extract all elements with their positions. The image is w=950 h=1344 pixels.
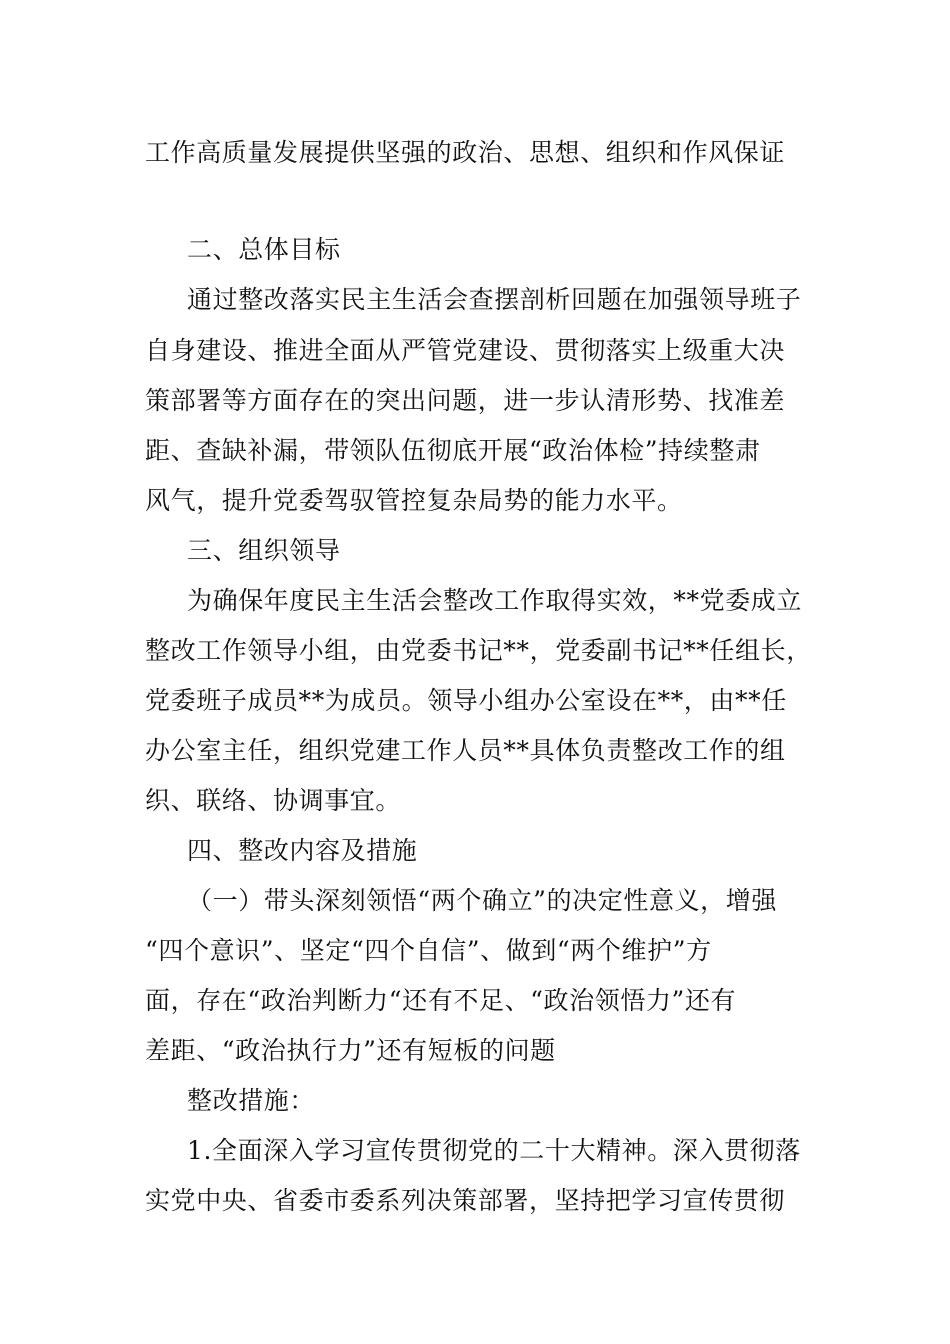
subsection-heading-line: （一）带头深刻领悟“两个确立”的决定性意义，增强 (187, 886, 777, 915)
paragraph-line: 整改工作领导小组，由党委书记**，党委副书记**任组长， (145, 636, 812, 665)
paragraph-line: 1.全面深入学习宣传贯彻党的二十大精神。深入贯彻落 (187, 1136, 801, 1165)
paragraph-line: 党委班子成员**为成员。领导小组办公室设在**，由**任 (145, 686, 787, 715)
subsection-heading-line: 面，存在“政治判断力“还有不足、“政治领悟力”还有 (145, 986, 737, 1015)
paragraph-line: 织、联络、协调事宜。 (145, 786, 402, 815)
paragraph-line: 距、查缺补漏，带领队伍彻底开展“政治体检”持续整肃 (145, 436, 761, 465)
subsection-heading-line: 差距、“政治执行力”还有短板的问题 (145, 1036, 556, 1065)
measures-label: 整改措施： (187, 1086, 316, 1115)
paragraph-line: 实党中央、省委市委系列决策部署，坚持把学习宣传贯彻 (145, 1186, 786, 1215)
paragraph-line: 为确保年度民主生活会整改工作取得实效，**党委成立 (187, 586, 803, 615)
subsection-heading-line: “四个意识”、坚定“四个自信”、做到“两个维护”方 (145, 936, 712, 965)
paragraph-line: 通过整改落实民主生活会查摆剖析回题在加强领导班子 (187, 285, 802, 314)
text-line: 工作高质量发展提供坚强的政治、思想、组织和作风保证 (145, 138, 786, 167)
paragraph-line: 自身建设、推进全面从严管党建设、贯彻落实上级重大决 (145, 336, 786, 365)
section-heading-leadership: 三、组织领导 (187, 536, 341, 565)
section-heading-goals: 二、总体目标 (187, 235, 341, 264)
paragraph-line: 风气，提升党委驾驭管控复杂局势的能力水平。 (145, 486, 683, 515)
paragraph-line: 策部署等方面存在的突出问题，进一步认清形势、找准差 (145, 386, 786, 415)
section-heading-measures: 四、整改内容及措施 (187, 836, 418, 865)
paragraph-line: 办公室主任，组织党建工作人员**具体负责整改工作的组 (145, 736, 786, 765)
